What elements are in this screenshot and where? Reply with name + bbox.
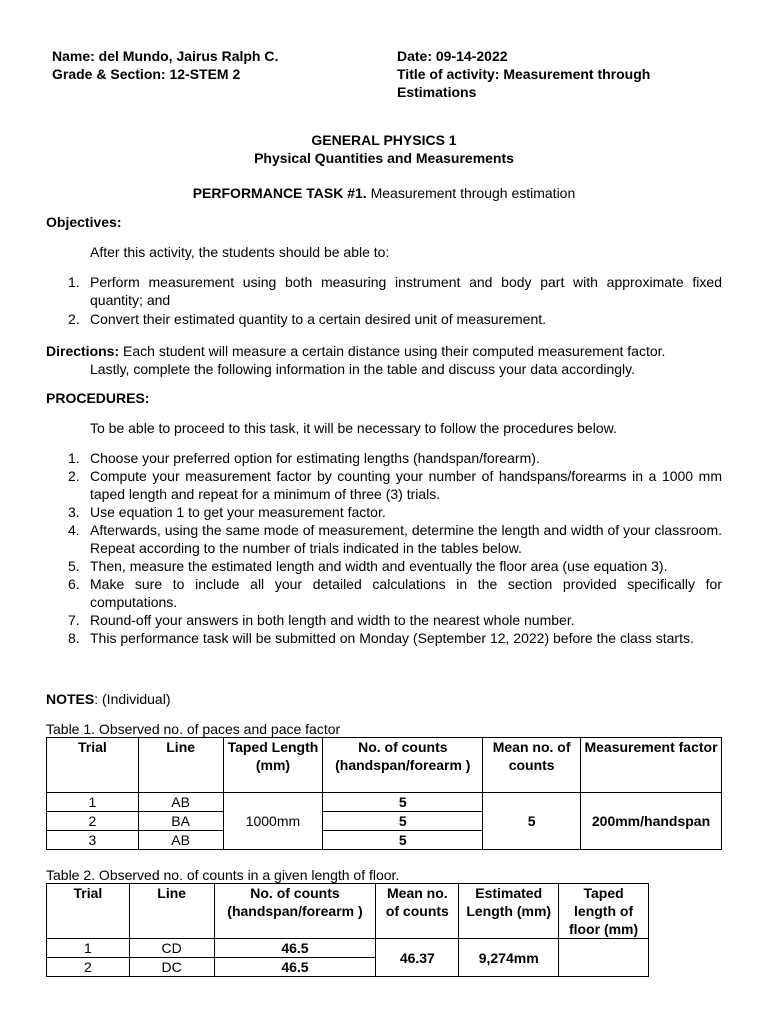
objectives-intro: After this activity, the students should be able to: xyxy=(90,244,390,260)
directions-label: Directions: xyxy=(46,343,120,359)
taped-floor-length-cell xyxy=(559,939,649,977)
line-cell: AB xyxy=(138,831,223,850)
procedures-intro: To be able to proceed to this task, it will be necessary to follow the procedures below. xyxy=(90,420,617,436)
trial-cell: 1 xyxy=(47,939,130,958)
trial-cell: 2 xyxy=(47,958,130,977)
trial-cell: 3 xyxy=(47,831,139,850)
list-item: 8. This performance task will be submitted on Monday (September 12, 2022) before the class starts. xyxy=(68,630,694,646)
count-cell: 46.5 xyxy=(214,939,376,958)
count-cell: 5 xyxy=(323,831,483,850)
table-header: Estimated Length (mm) xyxy=(459,884,559,939)
list-item: 2. Compute your measurement factor by counting your number of handspans/forearms in a 1000 mm taped length and repeat for a minimum of three (3) trials. xyxy=(68,468,722,502)
directions xyxy=(46,342,722,360)
table-header: Trial xyxy=(47,738,139,793)
table-row xyxy=(47,793,722,812)
table-row xyxy=(47,939,649,958)
list-item: 1. Choose your preferred option for estimating lengths (handspan/forearm). xyxy=(68,450,540,466)
table1-caption: Table 1. Observed no. of paces and pace factor xyxy=(46,721,341,737)
line-cell: AB xyxy=(138,793,223,812)
list-item: 3. Use equation 1 to get your measurement factor. xyxy=(68,504,386,520)
task-label: PERFORMANCE TASK #1. xyxy=(192,185,367,201)
directions-text-2: Lastly, complete the following information in the table and discuss your data accordingly. xyxy=(90,361,636,377)
procedures-list xyxy=(46,449,722,647)
table-header: Line xyxy=(129,884,214,939)
table-header: Mean no. of counts xyxy=(376,884,459,939)
date: Date: 09-14-2022 xyxy=(397,48,508,64)
task-name: Measurement through estimation xyxy=(370,185,576,201)
table-header-row xyxy=(47,738,722,793)
mean-cell: 46.37 xyxy=(376,939,459,977)
line-cell: CD xyxy=(129,939,214,958)
factor-cell: 200mm/handspan xyxy=(581,793,722,850)
course-subtitle: Physical Quantities and Measurements xyxy=(254,150,514,166)
estimated-length-cell: 9,274mm xyxy=(459,939,559,977)
procedures-heading: PROCEDURES: xyxy=(46,390,150,406)
table-header: Measurement factor xyxy=(581,738,722,793)
table-header: No. of counts (handspan/forearm ) xyxy=(323,738,483,793)
notes-label: NOTES xyxy=(46,691,95,707)
count-cell: 5 xyxy=(323,812,483,831)
activity-title-line2: Estimations xyxy=(397,84,477,100)
table-header-row xyxy=(47,884,649,939)
student-name: Name: del Mundo, Jairus Ralph C. xyxy=(52,48,279,64)
table-header: Line xyxy=(138,738,223,793)
line-cell: BA xyxy=(138,812,223,831)
objectives-list xyxy=(46,273,722,328)
course-title: GENERAL PHYSICS 1 xyxy=(311,132,457,148)
list-item: 1. Perform measurement using both measuring instrument and body part with approximate fixed quantity; and xyxy=(68,274,722,308)
table2 xyxy=(46,883,649,977)
table-header: Taped Length (mm) xyxy=(223,738,323,793)
list-item: 5. Then, measure the estimated length and width and eventually the floor area (use equation 3). xyxy=(68,558,668,574)
table-header: No. of counts (handspan/forearm ) xyxy=(214,884,376,939)
table2-caption: Table 2. Observed no. of counts in a given length of floor. xyxy=(46,867,400,883)
list-item: 2. Convert their estimated quantity to a certain desired unit of measurement. xyxy=(68,311,547,327)
trial-cell: 1 xyxy=(47,793,139,812)
activity-title-line1: Title of activity: Measurement through xyxy=(397,66,651,82)
trial-cell: 2 xyxy=(47,812,139,831)
mean-cell: 5 xyxy=(483,793,581,850)
table-header: Trial xyxy=(47,884,130,939)
line-cell: DC xyxy=(129,958,214,977)
table1 xyxy=(46,737,722,850)
notes xyxy=(46,690,171,708)
list-item: 6. Make sure to include all your detailed calculations in the section provided specifically for computations. xyxy=(68,576,722,610)
count-cell: 46.5 xyxy=(214,958,376,977)
count-cell: 5 xyxy=(323,793,483,812)
objectives-heading: Objectives: xyxy=(46,214,122,230)
list-item: 4. Afterwards, using the same mode of measurement, determine the length and width of your classroom. Repeat according to the number of trials indicated in the tables below. xyxy=(68,522,722,556)
task-heading xyxy=(0,184,768,202)
directions-text: Each student will measure a certain distance using their computed measurement factor. xyxy=(123,343,666,359)
notes-text: : (Individual) xyxy=(94,691,171,707)
table-header: Mean no. of counts xyxy=(483,738,581,793)
grade-section: Grade & Section: 12-STEM 2 xyxy=(52,66,241,82)
list-item: 7. Round-off your answers in both length and width to the nearest whole number. xyxy=(68,612,575,628)
table-header: Taped length of floor (mm) xyxy=(559,884,649,939)
taped-length-cell: 1000mm xyxy=(223,793,323,850)
